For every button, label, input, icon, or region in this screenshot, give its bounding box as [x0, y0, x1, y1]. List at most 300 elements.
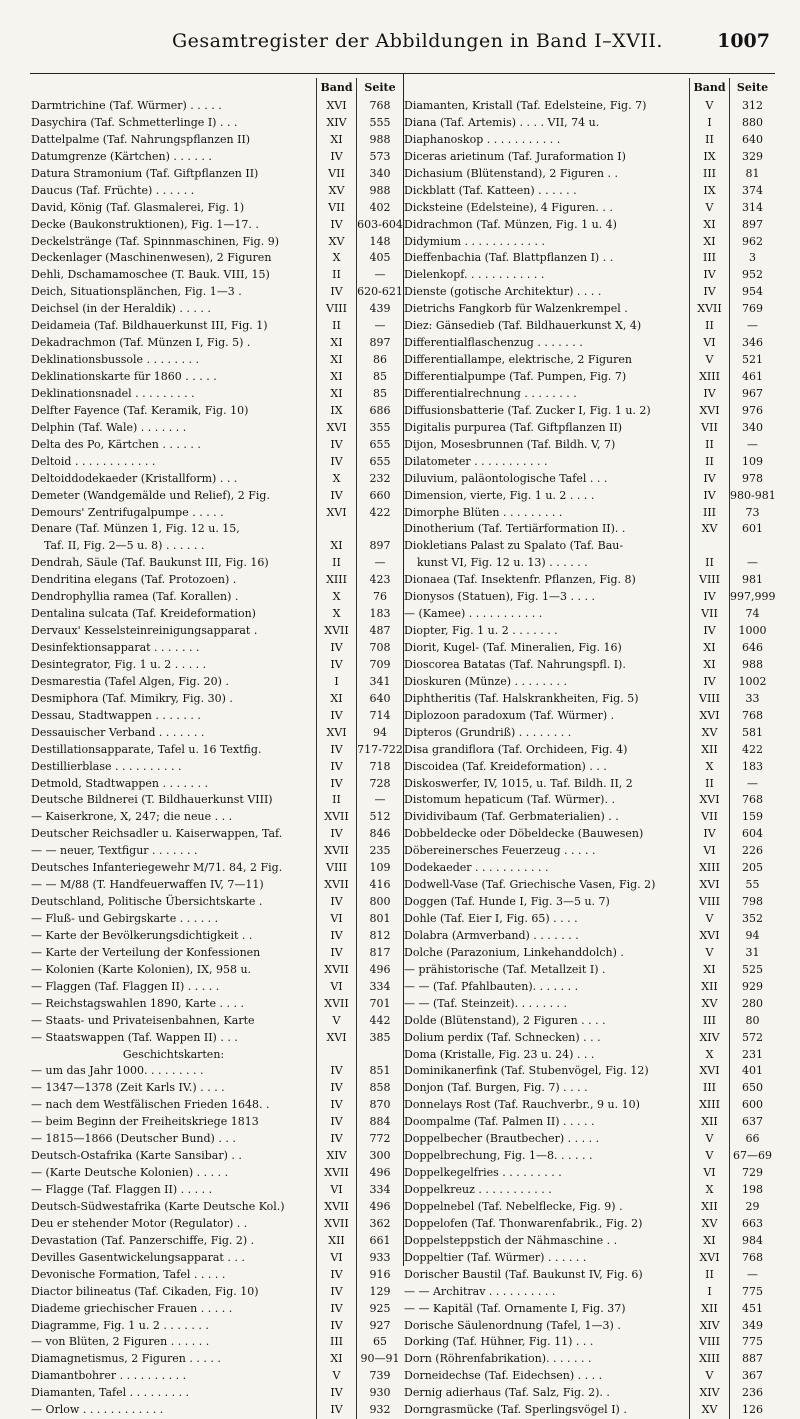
entry-seite: 661	[356, 1233, 403, 1250]
entry-term: Doppelnebel (Taf. Nebelflecke, Fig. 9) .	[404, 1199, 623, 1213]
index-entry	[30, 555, 403, 572]
entry-band: XVII	[316, 962, 356, 979]
entry-band: IV	[316, 928, 356, 945]
entry-term: Deklinationsbussole . . . . . . . .	[31, 353, 199, 367]
index-entry	[30, 1301, 403, 1318]
entry-seite: 94	[729, 928, 775, 945]
index-entry	[403, 759, 775, 776]
index-entry	[30, 877, 403, 894]
left-column-header	[30, 78, 403, 98]
entry-seite: 572	[729, 1030, 775, 1047]
index-entry	[30, 759, 403, 776]
entry-seite: 422	[729, 742, 775, 759]
entry-seite: 74	[729, 606, 775, 623]
index-entry	[30, 928, 403, 945]
entry-band: XII	[689, 979, 729, 996]
entry-seite: 967	[729, 386, 775, 403]
entry-term: Doppelkegelfries . . . . . . . . .	[404, 1166, 562, 1180]
entry-seite: 367	[729, 1368, 775, 1385]
index-entry	[30, 1030, 403, 1047]
right-column-header	[403, 78, 775, 98]
index-entry	[403, 183, 775, 200]
entry-seite: —	[729, 1267, 775, 1284]
entry-seite: 870	[356, 1097, 403, 1114]
entry-seite: 897	[729, 217, 775, 234]
entry-seite: 85	[356, 386, 403, 403]
entry-band: V	[689, 911, 729, 928]
index-entry	[403, 250, 775, 267]
index-entry	[30, 945, 403, 962]
entry-term: Döbereinersches Feuerzeug . . . . .	[404, 844, 596, 858]
entry-seite: 232	[356, 471, 403, 488]
entry-seite: 29	[729, 1199, 775, 1216]
entry-term: Desintegrator, Fig. 1 u. 2 . . . . .	[31, 657, 207, 671]
entry-term: Dienste (gotische Architektur) . . . .	[404, 285, 602, 299]
entry-band: IV	[316, 284, 356, 301]
entry-seite: 581	[729, 725, 775, 742]
entry-seite: 126	[729, 1402, 775, 1419]
index-entry	[403, 301, 775, 318]
entry-term: — prähistorische (Taf. Metallzeit I) .	[404, 962, 606, 976]
entry-term: Dioscorea Batatas (Taf. Nahrungspfl. I).	[404, 657, 626, 671]
entry-seite: 521	[729, 352, 775, 369]
index-entry	[403, 1250, 775, 1267]
entry-band: XII	[316, 1233, 356, 1250]
index-entry	[30, 1385, 403, 1402]
index-entry	[403, 809, 775, 826]
entry-band	[689, 538, 729, 555]
index-entry	[403, 420, 775, 437]
entry-term: Delphin (Taf. Wale) . . . . . . .	[31, 420, 187, 434]
index-entry	[30, 1148, 403, 1165]
entry-seite: 341	[356, 674, 403, 691]
entry-band: IV	[316, 1097, 356, 1114]
entry-seite: —	[356, 555, 403, 572]
entry-seite: 226	[729, 843, 775, 860]
index-entry	[30, 979, 403, 996]
entry-band: III	[689, 505, 729, 522]
index-entry	[30, 98, 403, 115]
index-entry	[403, 369, 775, 386]
entry-seite: 496	[356, 1165, 403, 1182]
entry-seite: 801	[356, 911, 403, 928]
entry-term: — — Architrav . . . . . . . . . .	[404, 1284, 556, 1298]
entry-band: IV	[316, 488, 356, 505]
entry-band: XIV	[316, 115, 356, 132]
entry-seite: 1002	[729, 674, 775, 691]
entry-band: XVI	[689, 928, 729, 945]
index-entry	[403, 1301, 775, 1318]
index-entry	[30, 809, 403, 826]
entry-band: V	[316, 1013, 356, 1030]
entry-seite: 85	[356, 369, 403, 386]
band-header: Band	[689, 78, 729, 98]
entry-band: IV	[316, 1301, 356, 1318]
entry-term: Diamanten, Kristall (Taf. Edelsteine, Fig. 7)	[404, 99, 647, 112]
seite-header: Seite	[356, 78, 403, 98]
entry-term: Dimorphe Blüten . . . . . . . . .	[404, 505, 563, 519]
index-entry	[30, 1013, 403, 1030]
entry-term: Dorn (Röhrenfabrikation). . . . . . .	[404, 1352, 592, 1366]
entry-seite: 312	[729, 98, 775, 115]
index-entry	[403, 657, 775, 674]
index-entry	[30, 1047, 403, 1064]
entry-band: XIII	[689, 1097, 729, 1114]
entry-seite: 374	[729, 183, 775, 200]
index-entry	[403, 1114, 775, 1131]
entry-seite: —	[729, 437, 775, 454]
entry-band: VIII	[689, 572, 729, 589]
entry-seite: 962	[729, 234, 775, 251]
entry-seite: 55	[729, 877, 775, 894]
entry-band: II	[316, 792, 356, 809]
index-entry	[403, 742, 775, 759]
entry-band: II	[689, 132, 729, 149]
entry-band: XV	[689, 1216, 729, 1233]
entry-term: Diagramme, Fig. 1 u. 2 . . . . . . .	[31, 1318, 209, 1332]
entry-band: II	[689, 437, 729, 454]
entry-term: — (Kamee) . . . . . . . . . . .	[404, 607, 543, 621]
entry-band: X	[689, 759, 729, 776]
entry-seite: —	[729, 555, 775, 572]
entry-seite	[356, 1047, 403, 1064]
entry-term: — Flaggen (Taf. Flaggen II) . . . . .	[31, 979, 220, 993]
entry-seite: 660	[356, 488, 403, 505]
entry-term: — Karte der Verteilung der Konfessionen	[31, 945, 261, 959]
index-entry	[403, 386, 775, 403]
entry-seite: 416	[356, 877, 403, 894]
entry-seite: 701	[356, 996, 403, 1013]
index-entry	[30, 996, 403, 1013]
entry-seite: 496	[356, 962, 403, 979]
entry-seite: 604	[729, 826, 775, 843]
entry-seite: 66	[729, 1131, 775, 1148]
entry-seite: 728	[356, 776, 403, 793]
entry-band: IV	[689, 674, 729, 691]
entry-term: Deckenlager (Maschinenwesen), 2 Figuren	[31, 251, 272, 265]
entry-term: Desinfektionsapparat . . . . . . .	[31, 641, 200, 654]
entry-seite: 487	[356, 623, 403, 640]
entry-term: Doppelbecher (Brautbecher) . . . . .	[404, 1132, 600, 1146]
entry-seite: 231	[729, 1047, 775, 1064]
index-entry	[403, 1080, 775, 1097]
entry-band: III	[689, 1080, 729, 1097]
index-entry	[403, 962, 775, 979]
entry-seite: 461	[729, 369, 775, 386]
entry-seite: 235	[356, 843, 403, 860]
entry-band: XVII	[316, 1199, 356, 1216]
index-entry	[403, 1267, 775, 1284]
entry-term: Doppelofen (Taf. Thonwarenfabrik., Fig. 2)	[404, 1216, 643, 1230]
entry-band: XI	[316, 132, 356, 149]
index-entry	[403, 776, 775, 793]
index-entry	[403, 911, 775, 928]
entry-seite: 980-981	[729, 488, 775, 505]
entry-term: Dolium perdix (Taf. Schnecken) . . .	[404, 1030, 601, 1044]
entry-term: Detmold, Stadtwappen . . . . . . .	[31, 776, 208, 790]
entry-term: — — (Taf. Pfahlbauten). . . . . . .	[404, 979, 579, 993]
entry-seite: 352	[729, 911, 775, 928]
entry-term: Doggen (Taf. Hunde I, Fig. 3—5 u. 7)	[404, 895, 610, 909]
entry-term: Diana (Taf. Artemis) . . . . VII, 74 u.	[404, 115, 600, 129]
entry-term: Diopter, Fig. 1 u. 2 . . . . . . .	[404, 624, 558, 638]
index-entry	[30, 894, 403, 911]
entry-term: Dilatometer . . . . . . . . . . .	[404, 454, 548, 468]
entry-term: Doppelsteppstich der Nähmaschine . .	[404, 1233, 618, 1247]
index-entry	[30, 691, 403, 708]
index-entry	[30, 234, 403, 251]
entry-term: Diphtheritis (Taf. Halskrankheiten, Fig. 5)	[404, 691, 639, 705]
entry-seite: —	[356, 792, 403, 809]
entry-band: XI	[689, 217, 729, 234]
entry-term: Diamanten, Tafel . . . . . . . . .	[31, 1386, 190, 1400]
entry-term: Dicksteine (Edelsteine), 4 Figuren. . .	[404, 200, 613, 214]
entry-term: Dorischer Baustil (Taf. Baukunst IV, Fig. 6)	[404, 1267, 643, 1281]
entry-band: XV	[316, 234, 356, 251]
index-entry	[30, 1368, 403, 1385]
entry-term: — — (Taf. Steinzeit). . . . . . . .	[404, 996, 568, 1010]
entry-band: XV	[689, 725, 729, 742]
entry-term: Didrachmon (Taf. Münzen, Fig. 1 u. 4)	[404, 217, 617, 231]
entry-band: VII	[689, 420, 729, 437]
entry-term: Deutscher Reichsadler u. Kaiserwappen, Taf.	[31, 827, 283, 841]
index-entry	[403, 454, 775, 471]
entry-term: Taf. II, Fig. 2—5 u. 8) . . . . . .	[44, 539, 205, 553]
entry-seite: 555	[356, 115, 403, 132]
index-entry	[403, 1063, 775, 1080]
entry-seite: 933	[356, 1250, 403, 1267]
entry-band: IV	[316, 945, 356, 962]
index-entry	[403, 234, 775, 251]
index-entry	[30, 335, 403, 352]
entry-term: Donjon (Taf. Burgen, Fig. 7) . . . .	[404, 1081, 588, 1095]
index-entry	[30, 488, 403, 505]
index-entry	[403, 1368, 775, 1385]
entry-seite: 812	[356, 928, 403, 945]
entry-term: — Staatswappen (Taf. Wappen II) . . .	[31, 1030, 238, 1044]
index-entry	[30, 1284, 403, 1301]
entry-term: Differentialflaschenzug . . . . . . .	[404, 336, 583, 350]
index-entry	[30, 1097, 403, 1114]
index-entry	[403, 1131, 775, 1148]
index-entry	[403, 606, 775, 623]
entry-band: IV	[316, 1131, 356, 1148]
index-entry	[30, 505, 403, 522]
index-entry	[30, 183, 403, 200]
entry-term: Dohle (Taf. Eier I, Fig. 65) . . . .	[404, 912, 578, 925]
entry-band: XVI	[689, 877, 729, 894]
entry-seite: 655	[356, 454, 403, 471]
entry-seite: 314	[729, 200, 775, 217]
left-column	[30, 78, 403, 1417]
index-entry	[30, 725, 403, 742]
entry-seite: 620-621	[356, 284, 403, 301]
entry-seite: 362	[356, 1216, 403, 1233]
band-header: Band	[316, 78, 356, 98]
entry-seite: 601	[729, 521, 775, 538]
entry-band: XI	[316, 538, 356, 555]
entry-term: Delta des Po, Kärtchen . . . . . .	[31, 437, 201, 451]
entry-term: Desmiphora (Taf. Mimikry, Fig. 30) .	[31, 691, 233, 705]
entry-band: IV	[316, 1267, 356, 1284]
entry-band: XV	[689, 521, 729, 538]
entry-band: IV	[689, 471, 729, 488]
index-entry	[30, 1063, 403, 1080]
entry-band: XVII	[316, 996, 356, 1013]
entry-term: Doppelbrechung, Fig. 1—8. . . . . .	[404, 1149, 593, 1163]
index-entry	[30, 792, 403, 809]
entry-band: II	[316, 555, 356, 572]
entry-term: Dodekaeder . . . . . . . . . . .	[404, 861, 549, 875]
index-entry	[403, 1148, 775, 1165]
entry-term: Dionaea (Taf. Insektenfr. Pflanzen, Fig. 8)	[404, 573, 636, 587]
entry-band: X	[689, 1182, 729, 1199]
entry-band: XV	[316, 183, 356, 200]
entry-term: Dendrah, Säule (Taf. Baukunst III, Fig. 16)	[31, 556, 269, 570]
entry-band: XI	[316, 335, 356, 352]
index-entry	[30, 1216, 403, 1233]
entry-seite: 600	[729, 1097, 775, 1114]
entry-band: X	[316, 589, 356, 606]
entry-term: Dolche (Parazonium, Linkehanddolch) .	[404, 945, 624, 959]
entry-seite: 422	[356, 505, 403, 522]
index-entry	[30, 437, 403, 454]
entry-band: IV	[316, 776, 356, 793]
entry-seite: 884	[356, 1114, 403, 1131]
entry-seite: 686	[356, 403, 403, 420]
entry-seite: 952	[729, 267, 775, 284]
entry-term: Deltoid . . . . . . . . . . . .	[31, 454, 156, 468]
entry-band: IV	[689, 623, 729, 640]
entry-band: IV	[316, 894, 356, 911]
entry-seite: 603-604	[356, 217, 403, 234]
index-entry	[30, 1233, 403, 1250]
entry-seite: 978	[729, 471, 775, 488]
entry-band: XI	[316, 691, 356, 708]
entry-term: Devonische Formation, Tafel . . . . .	[31, 1267, 226, 1281]
entry-band: XVII	[316, 623, 356, 640]
entry-term: Differentiallampe, elektrische, 2 Figuren	[404, 353, 632, 367]
entry-term: Decke (Baukonstruktionen), Fig. 1—17. .	[31, 217, 259, 231]
entry-band: IV	[316, 742, 356, 759]
index-entry	[30, 1165, 403, 1182]
entry-term: Dekadrachmon (Taf. Münzen I, Fig. 5) .	[31, 336, 251, 350]
entry-band: IV	[316, 1114, 356, 1131]
entry-band: V	[689, 1131, 729, 1148]
entry-seite: —	[356, 267, 403, 284]
index-entry	[403, 894, 775, 911]
index-entry	[30, 284, 403, 301]
entry-seite: 402	[356, 200, 403, 217]
index-entry	[403, 200, 775, 217]
entry-seite: 769	[729, 301, 775, 318]
entry-band: IV	[689, 284, 729, 301]
entry-term: Dioskuren (Münze) . . . . . . . .	[404, 674, 567, 688]
entry-term: Dorneidechse (Taf. Eidechsen) . . . .	[404, 1369, 603, 1383]
index-entry	[403, 1199, 775, 1216]
entry-band: XIII	[316, 572, 356, 589]
entry-term: Deltoiddodekaeder (Kristallform) . . .	[31, 471, 238, 485]
index-entry	[30, 657, 403, 674]
entry-seite: —	[356, 318, 403, 335]
entry-term: Doompalme (Taf. Palmen II) . . . . .	[404, 1115, 595, 1129]
index-entry	[30, 674, 403, 691]
entry-band: XI	[689, 962, 729, 979]
index-entry	[30, 318, 403, 335]
entry-band: IV	[316, 826, 356, 843]
right-column	[403, 78, 776, 1417]
index-entry	[30, 1131, 403, 1148]
index-entry	[403, 217, 775, 234]
entry-seite: 159	[729, 809, 775, 826]
entry-term: Dionysos (Statuen), Fig. 1—3 . . . .	[404, 590, 596, 604]
entry-seite: 984	[729, 1233, 775, 1250]
entry-term: — Kolonien (Karte Kolonien), IX, 958 u.	[31, 962, 252, 976]
entry-band: XII	[689, 1199, 729, 1216]
entry-seite: 768	[356, 98, 403, 115]
entry-band: XI	[316, 386, 356, 403]
entry-seite: 768	[729, 792, 775, 809]
entry-band: IX	[689, 149, 729, 166]
entry-band: X	[689, 1047, 729, 1064]
entry-term: Dickblatt (Taf. Katteen) . . . . . .	[404, 183, 577, 197]
entry-term: Dominikanerfink (Taf. Stubenvögel, Fig. 12)	[404, 1064, 649, 1078]
entry-term: Dehli, Dschamamoschee (T. Bauk. VIII, 15)	[31, 268, 270, 282]
entry-term: Deklinationsnadel . . . . . . . . .	[31, 386, 195, 400]
entry-band: XII	[689, 742, 729, 759]
entry-seite: 81	[729, 166, 775, 183]
entry-seite: 423	[356, 572, 403, 589]
index-entry	[403, 1013, 775, 1030]
entry-band: IV	[689, 488, 729, 505]
entry-term: Dernig adierhaus (Taf. Salz, Fig. 2). .	[404, 1386, 610, 1400]
entry-term: — Flagge (Taf. Flaggen II) . . . . .	[31, 1183, 213, 1196]
entry-band: XI	[316, 352, 356, 369]
entry-seite: 573	[356, 149, 403, 166]
entry-term: Deich, Situationsplänchen, Fig. 1—3 .	[31, 285, 242, 299]
entry-term: Dorking (Taf. Hühner, Fig. 11) . . .	[404, 1335, 594, 1349]
index-entry	[403, 1030, 775, 1047]
entry-term: Diamagnetismus, 2 Figuren . . . . .	[31, 1352, 221, 1366]
entry-band: III	[689, 1013, 729, 1030]
entry-term: — (Karte Deutsche Kolonien) . . . . .	[31, 1166, 229, 1180]
index-entry	[403, 640, 775, 657]
entry-seite: 988	[356, 132, 403, 149]
index-entry	[403, 352, 775, 369]
index-entry	[30, 623, 403, 640]
index-entry	[30, 911, 403, 928]
entry-band: XVII	[689, 301, 729, 318]
entry-term: Diaphanoskop . . . . . . . . . . .	[404, 132, 561, 146]
entry-band: IV	[689, 267, 729, 284]
entry-term: — um das Jahr 1000. . . . . . . . .	[31, 1064, 204, 1078]
index-entry	[30, 538, 403, 555]
entry-band: XIV	[689, 1030, 729, 1047]
index-entry	[403, 1385, 775, 1402]
index-entry	[403, 1165, 775, 1182]
entry-term: Diluvium, paläontologische Tafel . . .	[404, 471, 608, 485]
entry-band: XV	[689, 996, 729, 1013]
entry-seite: 930	[356, 1385, 403, 1402]
entry-term: Dolabra (Armverband) . . . . . . .	[404, 928, 579, 942]
index-entry	[403, 149, 775, 166]
entry-band: IV	[316, 437, 356, 454]
entry-term: Deutschland, Politische Übersichtskarte .	[31, 895, 263, 909]
entry-term: Differentialrechnung . . . . . . . .	[404, 386, 577, 400]
entry-band: IV	[316, 1080, 356, 1097]
entry-band: XVI	[316, 98, 356, 115]
index-entry	[403, 555, 775, 572]
